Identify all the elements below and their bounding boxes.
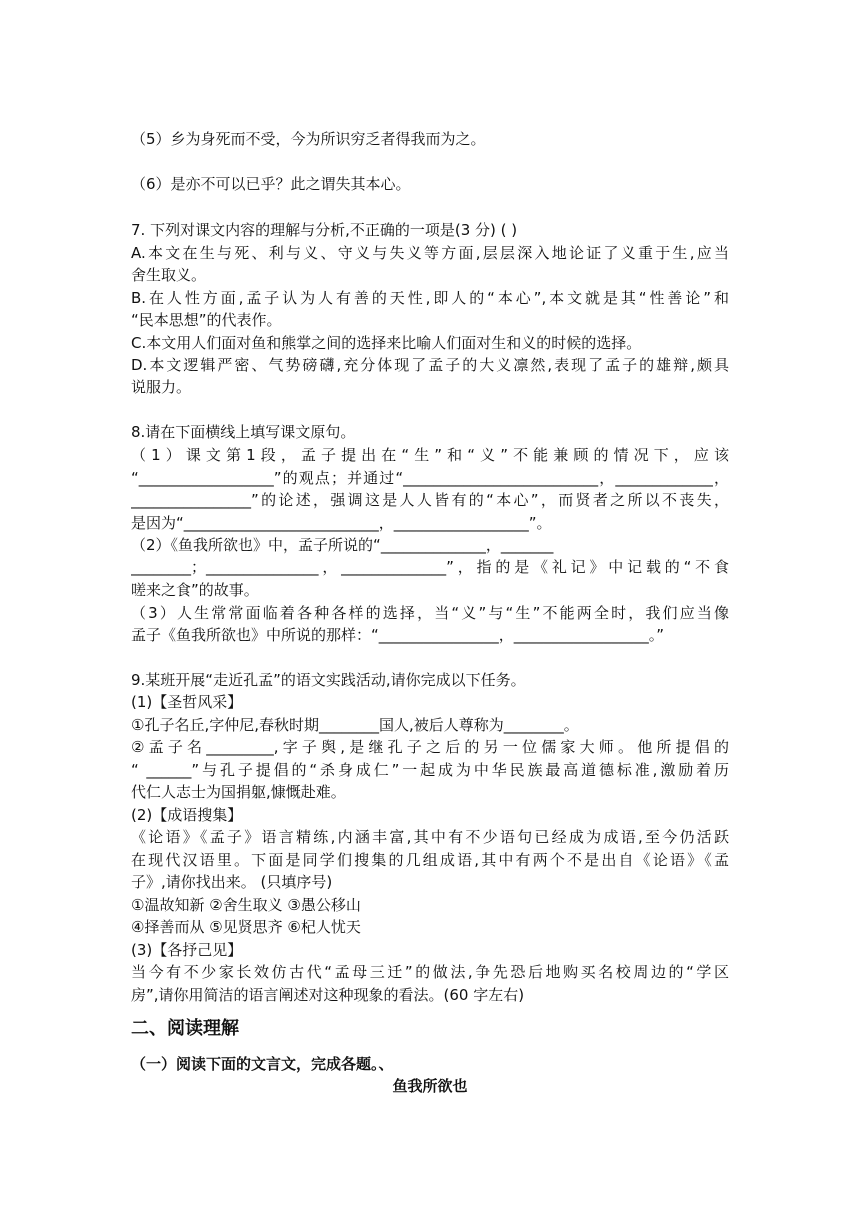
q6-line: （6）是亦不可以已乎？此之谓失其本心。 xyxy=(131,175,411,193)
q9-part2-text1: 《论语》《孟子》语言精练,内涵丰富,其中有不少语句已经成为成语,至今仍活跃 xyxy=(131,828,729,846)
q7-option-a-cont: 舍生取义。 xyxy=(131,266,207,284)
q8-part2-line3: 嗟来之食”的故事。 xyxy=(131,581,259,599)
q8-part1-line4: 是因为“__________________________，__________________”。 xyxy=(131,514,552,532)
q9-part1-item2-end: 代仁人志士为国捐躯,慷慨赴难。 xyxy=(131,783,346,801)
q9-part2-text3: 子》,请你找出来。 (只填序号) xyxy=(131,873,333,891)
q7-option-b: B.在人性方面,孟子认为人有善的天性,即人的“本心”,本文就是其“性善论”和 xyxy=(131,289,729,307)
q8-part1-line2: “__________________”的观点；并通过“__________________________，_____________， xyxy=(131,469,729,487)
subsection-title: （一）阅读下面的文言文，完成各题。、 xyxy=(131,1055,394,1073)
q9-part1-heading: (1)【圣哲风采】 xyxy=(131,693,243,711)
q7-option-a: A.本文在生与死、利与义、守义与失义等方面,层层深入地论证了义重于生,应当 xyxy=(131,244,729,262)
q9-stem: 9.某班开展“走近孔孟”的语文实践活动,请你完成以下任务。 xyxy=(131,671,526,689)
q9-part3-heading: (3)【各抒己见】 xyxy=(131,941,243,959)
q7-option-c: C.本文用人们面对鱼和熊掌之间的选择来比喻人们面对生和义的时候的选择。 xyxy=(131,334,642,352)
section-title: 二、阅读理解 xyxy=(131,1018,239,1039)
q7-option-d-cont: 说服力。 xyxy=(131,378,192,396)
q8-part1-line3: ________________”的论述，强调这是人人皆有的“本心”，而贤者之所以不丧失， xyxy=(131,491,729,509)
q8-stem: 8.请在下面横线上填写课文原句。 xyxy=(131,423,356,441)
q9-part2-text2: 在现代汉语里。下面是同学们搜集的几组成语,其中有两个不是出自《论语》《孟 xyxy=(131,851,729,869)
q9-part3-text1: 当今有不少家长效仿古代“孟母三迁”的做法,争先恐后地购买名校周边的“学区 xyxy=(131,963,729,981)
q9-part1-item2-cont: “ ______”与孔子提倡的“杀身成仁”一起成为中华民族最高道德标准,激励着历 xyxy=(131,761,729,779)
article-title: 鱼我所欲也 xyxy=(392,1077,468,1095)
q7-option-d: D.本文逻辑严密、气势磅礴,充分体现了孟子的大义凛然,表现了孟子的雄辩,颇具 xyxy=(131,356,729,374)
q9-idiom-row1: ①温故知新 ②舍生取义 ③愚公移山 xyxy=(131,896,361,914)
q5-line: （5）乡为身死而不受，今为所识穷乏者得我而为之。 xyxy=(131,130,486,148)
q8-part2-line2: ________；_______________，______________”，指的是《礼记》中记载的“不食 xyxy=(131,558,729,576)
q9-idiom-row2: ④择善而从 ⑤见贤思齐 ⑥杞人忧天 xyxy=(131,918,361,936)
q9-part3-text2: 房”,请你用简洁的语言阐述对这种现象的看法。(60 字左右) xyxy=(131,986,525,1004)
q9-part2-heading: (2)【成语搜集】 xyxy=(131,806,243,824)
q7-option-b-cont: “民本思想”的代表作。 xyxy=(131,311,282,329)
q8-part1-line1: （1）课文第1段，孟子提出在“生”和“义”不能兼顾的情况下，应该 xyxy=(131,446,729,464)
q8-part3-line2: 孟子《鱼我所欲也》中所说的那样：“________________，__________________。” xyxy=(131,626,665,644)
q9-part1-item1: ①孔子名丘,字仲尼,春秋时期________国人,被后人尊称为________。 xyxy=(131,716,579,734)
q8-part3-line1: （3）人生常常面临着各种各样的选择，当“义”与“生”不能两全时，我们应当像 xyxy=(131,604,729,622)
q8-part2-line1: （2）《鱼我所欲也》中，孟子所说的“______________，_______ xyxy=(131,536,554,554)
q7-stem: 7. 下列对课文内容的理解与分析,不正确的一项是(3 分) ( ) xyxy=(131,221,518,239)
q9-part1-item2: ②孟子名_________,字子舆,是继孔子之后的另一位儒家大师。他所提倡的 xyxy=(131,738,729,756)
